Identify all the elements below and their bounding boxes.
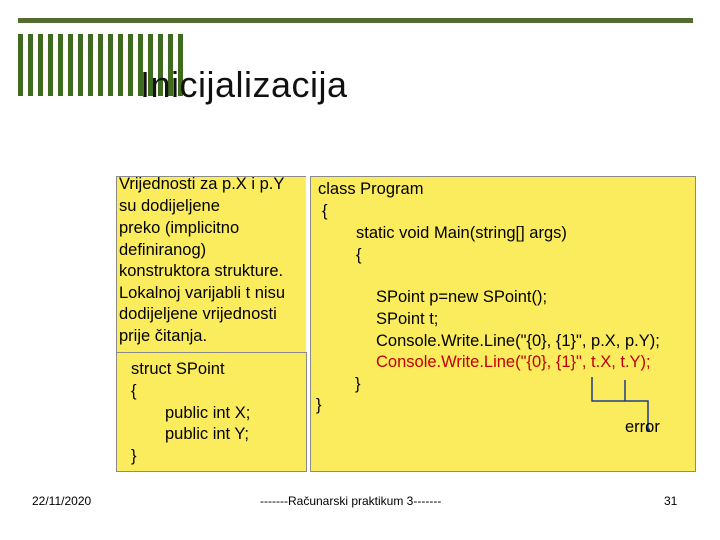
main-code-line: static void Main(string[] args) [356,224,567,242]
main-code-line: } [355,375,361,393]
struct-code-line: { [131,382,137,400]
main-code-line: { [356,246,362,264]
page-number: 31 [664,494,678,508]
main-code-line-error: Console.Write.Line("{0}, {1}", t.X, t.Y); [376,353,651,371]
main-code-line: SPoint p=new SPoint(); [376,288,548,306]
description-line: preko (implicitno [119,219,240,237]
main-code-line: class Program [318,180,424,198]
description-line: dodijeljene vrijednosti [119,305,277,323]
struct-code-line: public int Y; [165,425,249,443]
description-line: prije čitanja. [119,327,208,345]
main-code-line: } [316,396,322,414]
struct-code-line: } [131,447,137,465]
error-label: error [625,418,660,436]
main-code-line: Console.Write.Line("{0}, {1}", p.X, p.Y); [376,332,660,350]
description-line: su dodijeljene [119,197,220,215]
footer-center-text: -------Računarski praktikum 3------- [260,494,442,508]
main-code-line: { [322,202,328,220]
description-line: definiranog) [119,241,207,259]
description-line: konstruktora strukture. [119,262,284,280]
slide-title: Inicijalizacija [140,64,348,105]
description-line: Vrijednosti za p.X i p.Y [119,175,285,193]
struct-code-line: struct SPoint [131,360,225,378]
description-line: Lokalnoj varijabli t nisu [119,284,286,302]
struct-code-line: public int X; [165,404,251,422]
main-code-line: SPoint t; [376,310,439,328]
footer-date: 22/11/2020 [32,494,92,508]
